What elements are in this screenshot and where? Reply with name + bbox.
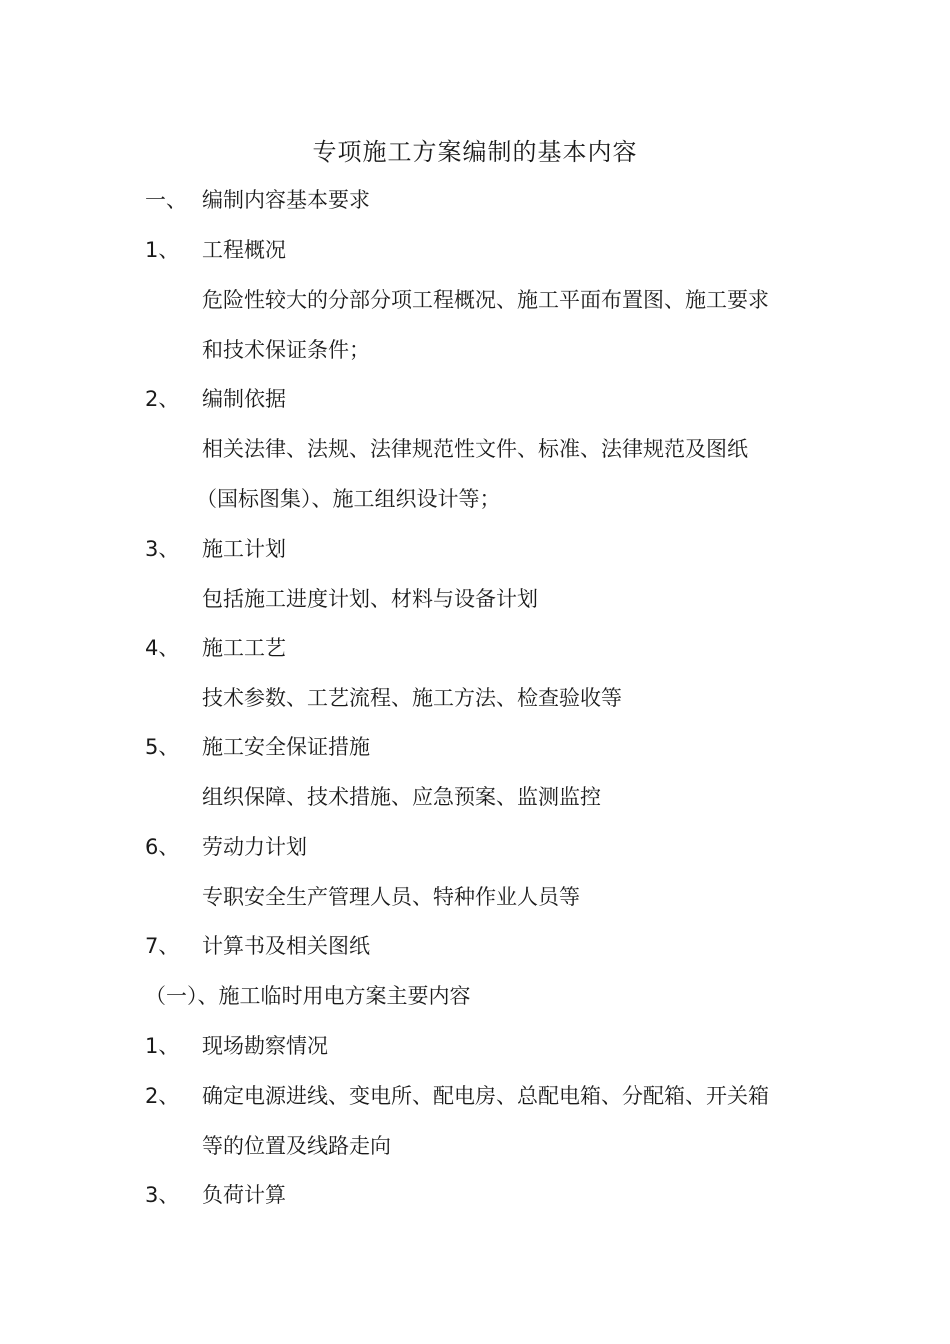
description-text: 技术参数、工艺流程、施工方法、检查验收等: [202, 686, 622, 710]
item-label: 施工安全保证措施: [202, 735, 370, 759]
page-title: 专项施工方案编制的基本内容: [312, 138, 638, 166]
item-number: 6、: [145, 835, 180, 859]
section-label: 编制内容基本要求: [202, 188, 370, 212]
item-number: 3、: [145, 1183, 180, 1207]
item-label: 确定电源进线、变电所、配电房、总配电箱、分配箱、开关箱: [202, 1084, 769, 1108]
description-text: 组织保障、技术措施、应急预案、监测监控: [202, 785, 601, 809]
item-number: 2、: [145, 1084, 180, 1108]
item-number: 2、: [145, 387, 180, 411]
item-number: 4、: [145, 636, 180, 660]
description-text: 危险性较大的分部分项工程概况、施工平面布置图、施工要求: [202, 288, 769, 312]
item-label: 劳动力计划: [202, 835, 307, 859]
item-number: 1、: [145, 1034, 180, 1058]
description-text: 相关法律、法规、法律规范性文件、标准、法律规范及图纸: [202, 437, 748, 461]
item-label: 负荷计算: [202, 1183, 286, 1207]
item-label: 编制依据: [202, 387, 286, 411]
item-label: 计算书及相关图纸: [202, 934, 370, 958]
description-text: 包括施工进度计划、材料与设备计划: [202, 587, 538, 611]
item-number: 1、: [145, 238, 180, 262]
description-text: （国标图集）、施工组织设计等；: [196, 487, 501, 511]
subsection-title: （一）、施工临时用电方案主要内容: [145, 984, 471, 1008]
item-label: 工程概况: [202, 238, 286, 262]
item-number: 5、: [145, 735, 180, 759]
item-number: 7、: [145, 934, 180, 958]
item-label: 现场勘察情况: [202, 1034, 328, 1058]
continuation-text: 等的位置及线路走向: [202, 1134, 391, 1158]
item-number: 3、: [145, 537, 180, 561]
item-label: 施工工艺: [202, 636, 286, 660]
description-text: 和技术保证条件；: [202, 338, 370, 362]
item-label: 施工计划: [202, 537, 286, 561]
section-number: 一、: [145, 188, 187, 212]
description-text: 专职安全生产管理人员、特种作业人员等: [202, 885, 580, 909]
